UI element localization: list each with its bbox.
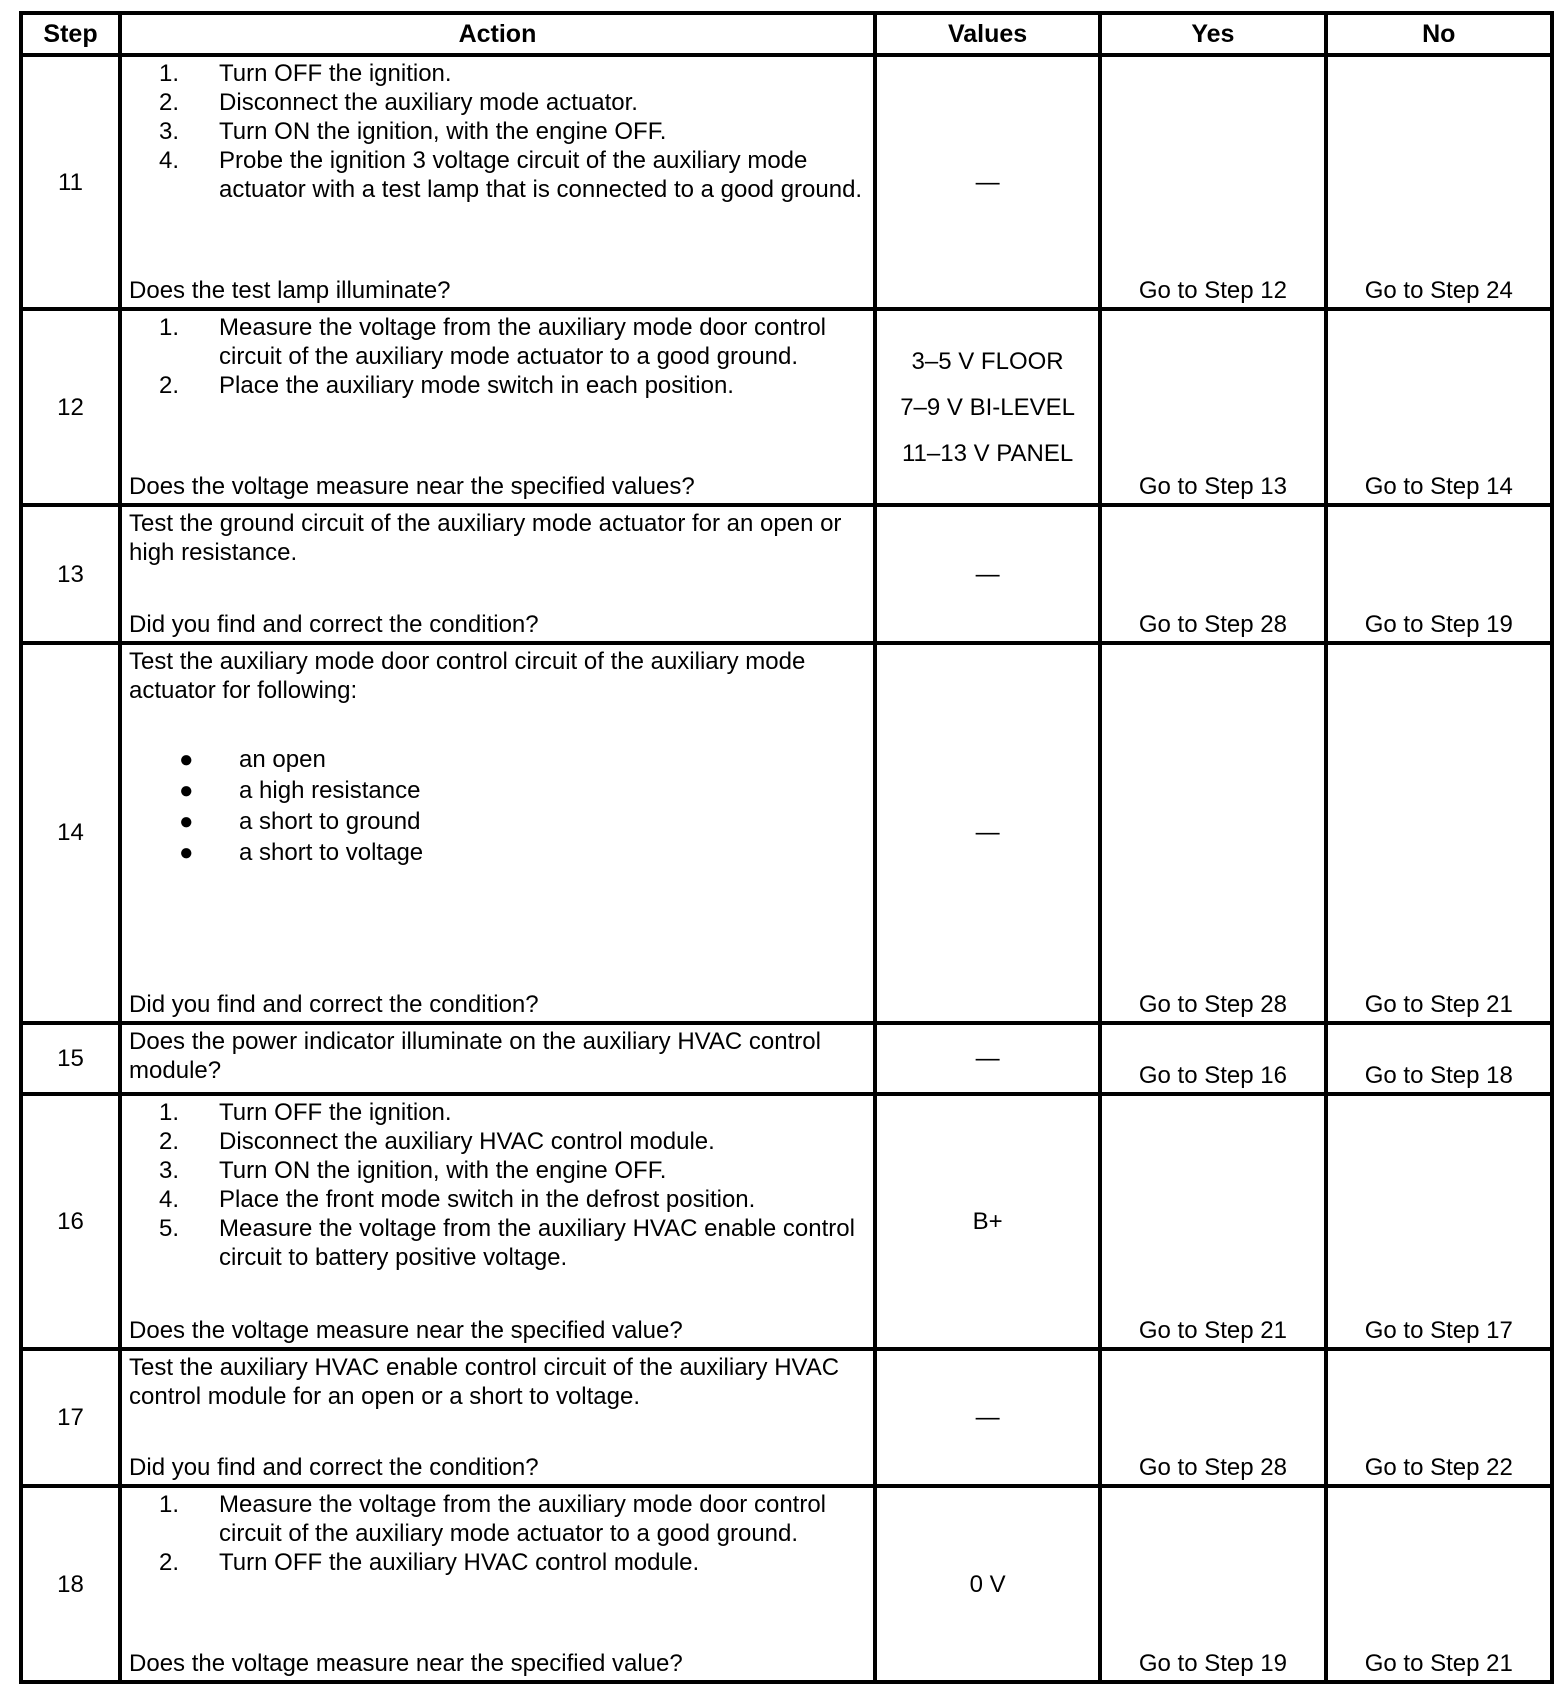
- list-item: 5. Measure the voltage from the auxiliary HVAC enable control circuit to battery positive voltage.: [159, 1215, 855, 1272]
- list-item: 3. Turn ON the ignition, with the engine OFF.: [159, 118, 667, 145]
- header-yes: Yes: [1100, 13, 1325, 55]
- no-link[interactable]: Go to Step 17: [1326, 1094, 1552, 1348]
- action-text: Test the auxiliary mode door control circuit of the auxiliary mode actuator for following:: [129, 647, 806, 704]
- question-text: Does the test lamp illuminate?: [129, 277, 451, 305]
- list-item: ● a short to ground: [179, 807, 421, 835]
- list-item: ● an open: [179, 745, 326, 773]
- no-link[interactable]: Go to Step 24: [1326, 55, 1552, 309]
- list-item: 1. Measure the voltage from the auxiliary mode door control circuit of the auxiliary mode actuator to a good ground.: [159, 314, 827, 371]
- bullet-list: [129, 745, 865, 867]
- header-no: No: [1326, 13, 1552, 55]
- action-cell: [120, 309, 875, 505]
- step-number: 11: [21, 55, 120, 309]
- header-row: [21, 13, 1552, 55]
- no-link[interactable]: Go to Step 18: [1326, 1023, 1552, 1094]
- question-text: Does the voltage measure near the specified value?: [129, 1316, 683, 1344]
- yes-link[interactable]: Go to Step 12: [1100, 55, 1325, 309]
- step-number: 12: [21, 309, 120, 505]
- table-row-step-18: [21, 1486, 1552, 1682]
- table-row-step-12: [21, 309, 1552, 505]
- no-link[interactable]: Go to Step 14: [1326, 309, 1552, 505]
- step-number: 17: [21, 1349, 120, 1486]
- no-link[interactable]: Go to Step 21: [1326, 643, 1552, 1023]
- list-item: 3. Turn ON the ignition, with the engine OFF.: [159, 1157, 667, 1185]
- action-cell: [120, 505, 875, 642]
- list-item: 2. Disconnect the auxiliary HVAC control module.: [159, 1128, 715, 1156]
- header-action: Action: [120, 13, 875, 55]
- action-cell: [120, 643, 875, 1023]
- question-text: Does the voltage measure near the specified values?: [129, 473, 695, 501]
- values-cell: —: [875, 643, 1100, 1023]
- list-item: 4. Place the front mode switch in the defrost position.: [159, 1186, 756, 1214]
- yes-link[interactable]: Go to Step 28: [1100, 1349, 1325, 1486]
- diagnostic-table-page: [19, 11, 1554, 1684]
- step-number: 16: [21, 1094, 120, 1348]
- action-cell: [120, 1349, 875, 1486]
- numbered-steps: [129, 1490, 865, 1577]
- yes-link[interactable]: Go to Step 28: [1100, 643, 1325, 1023]
- action-cell: [120, 1023, 875, 1094]
- step-number: 18: [21, 1486, 120, 1682]
- list-item: 2. Disconnect the auxiliary mode actuator.: [159, 89, 638, 116]
- step-number: 13: [21, 505, 120, 642]
- value-floor: 3–5 V FLOOR: [911, 347, 1064, 375]
- values-cell: [875, 309, 1100, 505]
- numbered-steps: [129, 1098, 865, 1272]
- values-cell: —: [875, 1023, 1100, 1094]
- list-item: ● a short to voltage: [179, 838, 424, 866]
- list-item: ● a high resistance: [179, 776, 421, 804]
- table-row-step-15: [21, 1023, 1552, 1094]
- question-text: Did you find and correct the condition?: [129, 610, 539, 638]
- action-text: Test the auxiliary HVAC enable control circuit of the auxiliary HVAC control module for an open or a short to voltage.: [129, 1353, 840, 1410]
- question-text: Did you find and correct the condition?: [129, 1454, 539, 1481]
- value-panel: 11–13 V PANEL: [901, 439, 1074, 467]
- action-cell: [120, 1094, 875, 1348]
- yes-link[interactable]: Go to Step 21: [1100, 1094, 1325, 1348]
- table-row-step-14: [21, 643, 1552, 1023]
- header-step: Step: [21, 13, 120, 55]
- no-link[interactable]: Go to Step 21: [1326, 1486, 1552, 1682]
- numbered-steps: [129, 313, 865, 400]
- list-item: 2. Turn OFF the auxiliary HVAC control module.: [159, 1549, 700, 1576]
- action-cell: [120, 55, 875, 309]
- table-row-step-13: [21, 505, 1552, 642]
- values-cell: 0 V: [875, 1486, 1100, 1682]
- values-cell: B+: [875, 1094, 1100, 1348]
- numbered-steps: [129, 59, 865, 204]
- list-item: 4. Probe the ignition 3 voltage circuit of the auxiliary mode actuator with a test lamp that is connected to a good ground.: [159, 147, 863, 203]
- diagnostic-table: [19, 11, 1554, 1684]
- step-number: 14: [21, 643, 120, 1023]
- question-text: Does the power indicator illuminate on the auxiliary HVAC control module?: [129, 1027, 821, 1084]
- yes-link[interactable]: Go to Step 28: [1100, 505, 1325, 642]
- list-item: 1. Measure the voltage from the auxiliary mode door control circuit of the auxiliary mode actuator to a good ground.: [159, 1491, 827, 1547]
- yes-link[interactable]: Go to Step 19: [1100, 1486, 1325, 1682]
- action-text: Test the ground circuit of the auxiliary mode actuator for an open or high resistance.: [129, 510, 842, 567]
- step-number: 15: [21, 1023, 120, 1094]
- action-cell: [120, 1486, 875, 1682]
- values-cell: —: [875, 505, 1100, 642]
- table-row-step-17: [21, 1349, 1552, 1486]
- yes-link[interactable]: Go to Step 13: [1100, 309, 1325, 505]
- question-text: Does the voltage measure near the specified value?: [129, 1650, 683, 1677]
- list-item: 1. Turn OFF the ignition.: [159, 60, 452, 87]
- no-link[interactable]: Go to Step 19: [1326, 505, 1552, 642]
- value-bi-level: 7–9 V BI-LEVEL: [900, 393, 1075, 421]
- table-row-step-16: [21, 1094, 1552, 1348]
- values-cell: —: [875, 1349, 1100, 1486]
- yes-link[interactable]: Go to Step 16: [1100, 1023, 1325, 1094]
- header-values: Values: [875, 13, 1100, 55]
- question-text: Did you find and correct the condition?: [129, 990, 539, 1018]
- table-row-step-11: [21, 55, 1552, 309]
- list-item: 1. Turn OFF the ignition.: [159, 1099, 452, 1127]
- list-item: 2. Place the auxiliary mode switch in each position.: [159, 372, 734, 400]
- no-link[interactable]: Go to Step 22: [1326, 1349, 1552, 1486]
- values-cell: —: [875, 55, 1100, 309]
